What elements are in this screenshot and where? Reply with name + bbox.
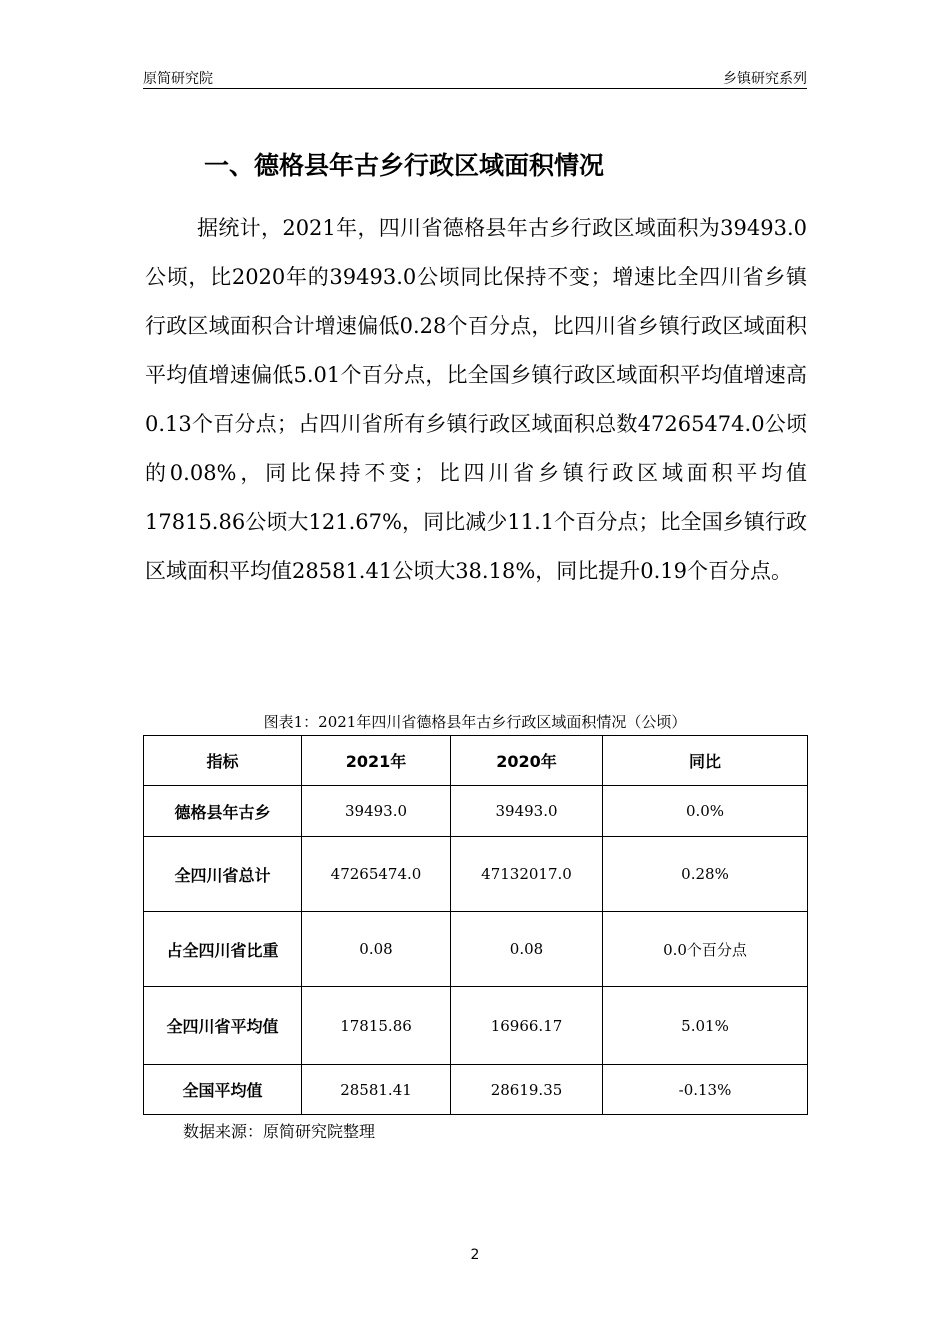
header-cell-yoy: 同比 [603,736,808,786]
row-label: 占全四川省比重 [144,912,302,987]
cell-yoy: 0.0个百分点 [603,912,808,987]
table-row [144,987,808,1065]
cell-2021: 39493.0 [302,786,451,837]
cell-yoy: 5.01% [603,987,808,1065]
body-paragraph: 据统计，2021年，四川省德格县年古乡行政区域面积为39493.0公顷，比2020年的39493.0公顷同比保持不变；增速比全四川省乡镇行政区域面积合计增速偏低0.28个百分点，比四川省乡镇行政区域面积平均值增速偏低5.01个百分点，比全国乡镇行政区域面积平均值增速高0.13个百分点；占四川省所有乡镇行政区域面积总数47265474.0公顷的0.08%，同比保持不变；比四川省乡镇行政区域面积平均值17815.86公顷大121.67%，同比减少11.1个百分点；比全国乡镇行政区域面积平均值28581.41公顷大38.18%，同比提升0.19个百分点。 [145,216,807,583]
row-label: 全国平均值 [144,1065,302,1115]
cell-2020: 28619.35 [451,1065,603,1115]
cell-2021: 0.08 [302,912,451,987]
page-header [143,66,807,89]
page-number: 2 [470,1247,480,1263]
table-row [144,1065,808,1115]
row-label: 全四川省平均值 [144,987,302,1065]
cell-2020: 47132017.0 [451,837,603,912]
cell-yoy: 0.0% [603,786,808,837]
header-org-name: 原简研究院 [143,71,213,87]
table-row [144,837,808,912]
table-row [144,912,808,987]
cell-2021: 47265474.0 [302,837,451,912]
cell-2020: 0.08 [451,912,603,987]
cell-2021: 28581.41 [302,1065,451,1115]
header-cell-2021: 2021年 [302,736,451,786]
cell-2020: 16966.17 [451,987,603,1065]
table-caption: 图表1：2021年四川省德格县年古乡行政区域面积情况（公顷） [263,713,687,731]
table-row [144,786,808,837]
area-table [143,735,808,1115]
cell-2021: 17815.86 [302,987,451,1065]
header-series-name: 乡镇研究系列 [723,71,807,87]
data-source-note: 数据来源：原简研究院整理 [183,1122,376,1141]
header-cell-2020: 2020年 [451,736,603,786]
section-title: 一、德格县年古乡行政区域面积情况 [204,151,605,180]
cell-yoy: -0.13% [603,1065,808,1115]
row-label: 德格县年古乡 [144,786,302,837]
header-cell-indicator: 指标 [144,736,302,786]
row-label: 全四川省总计 [144,837,302,912]
cell-yoy: 0.28% [603,837,808,912]
table-header-row [144,736,808,786]
cell-2020: 39493.0 [451,786,603,837]
